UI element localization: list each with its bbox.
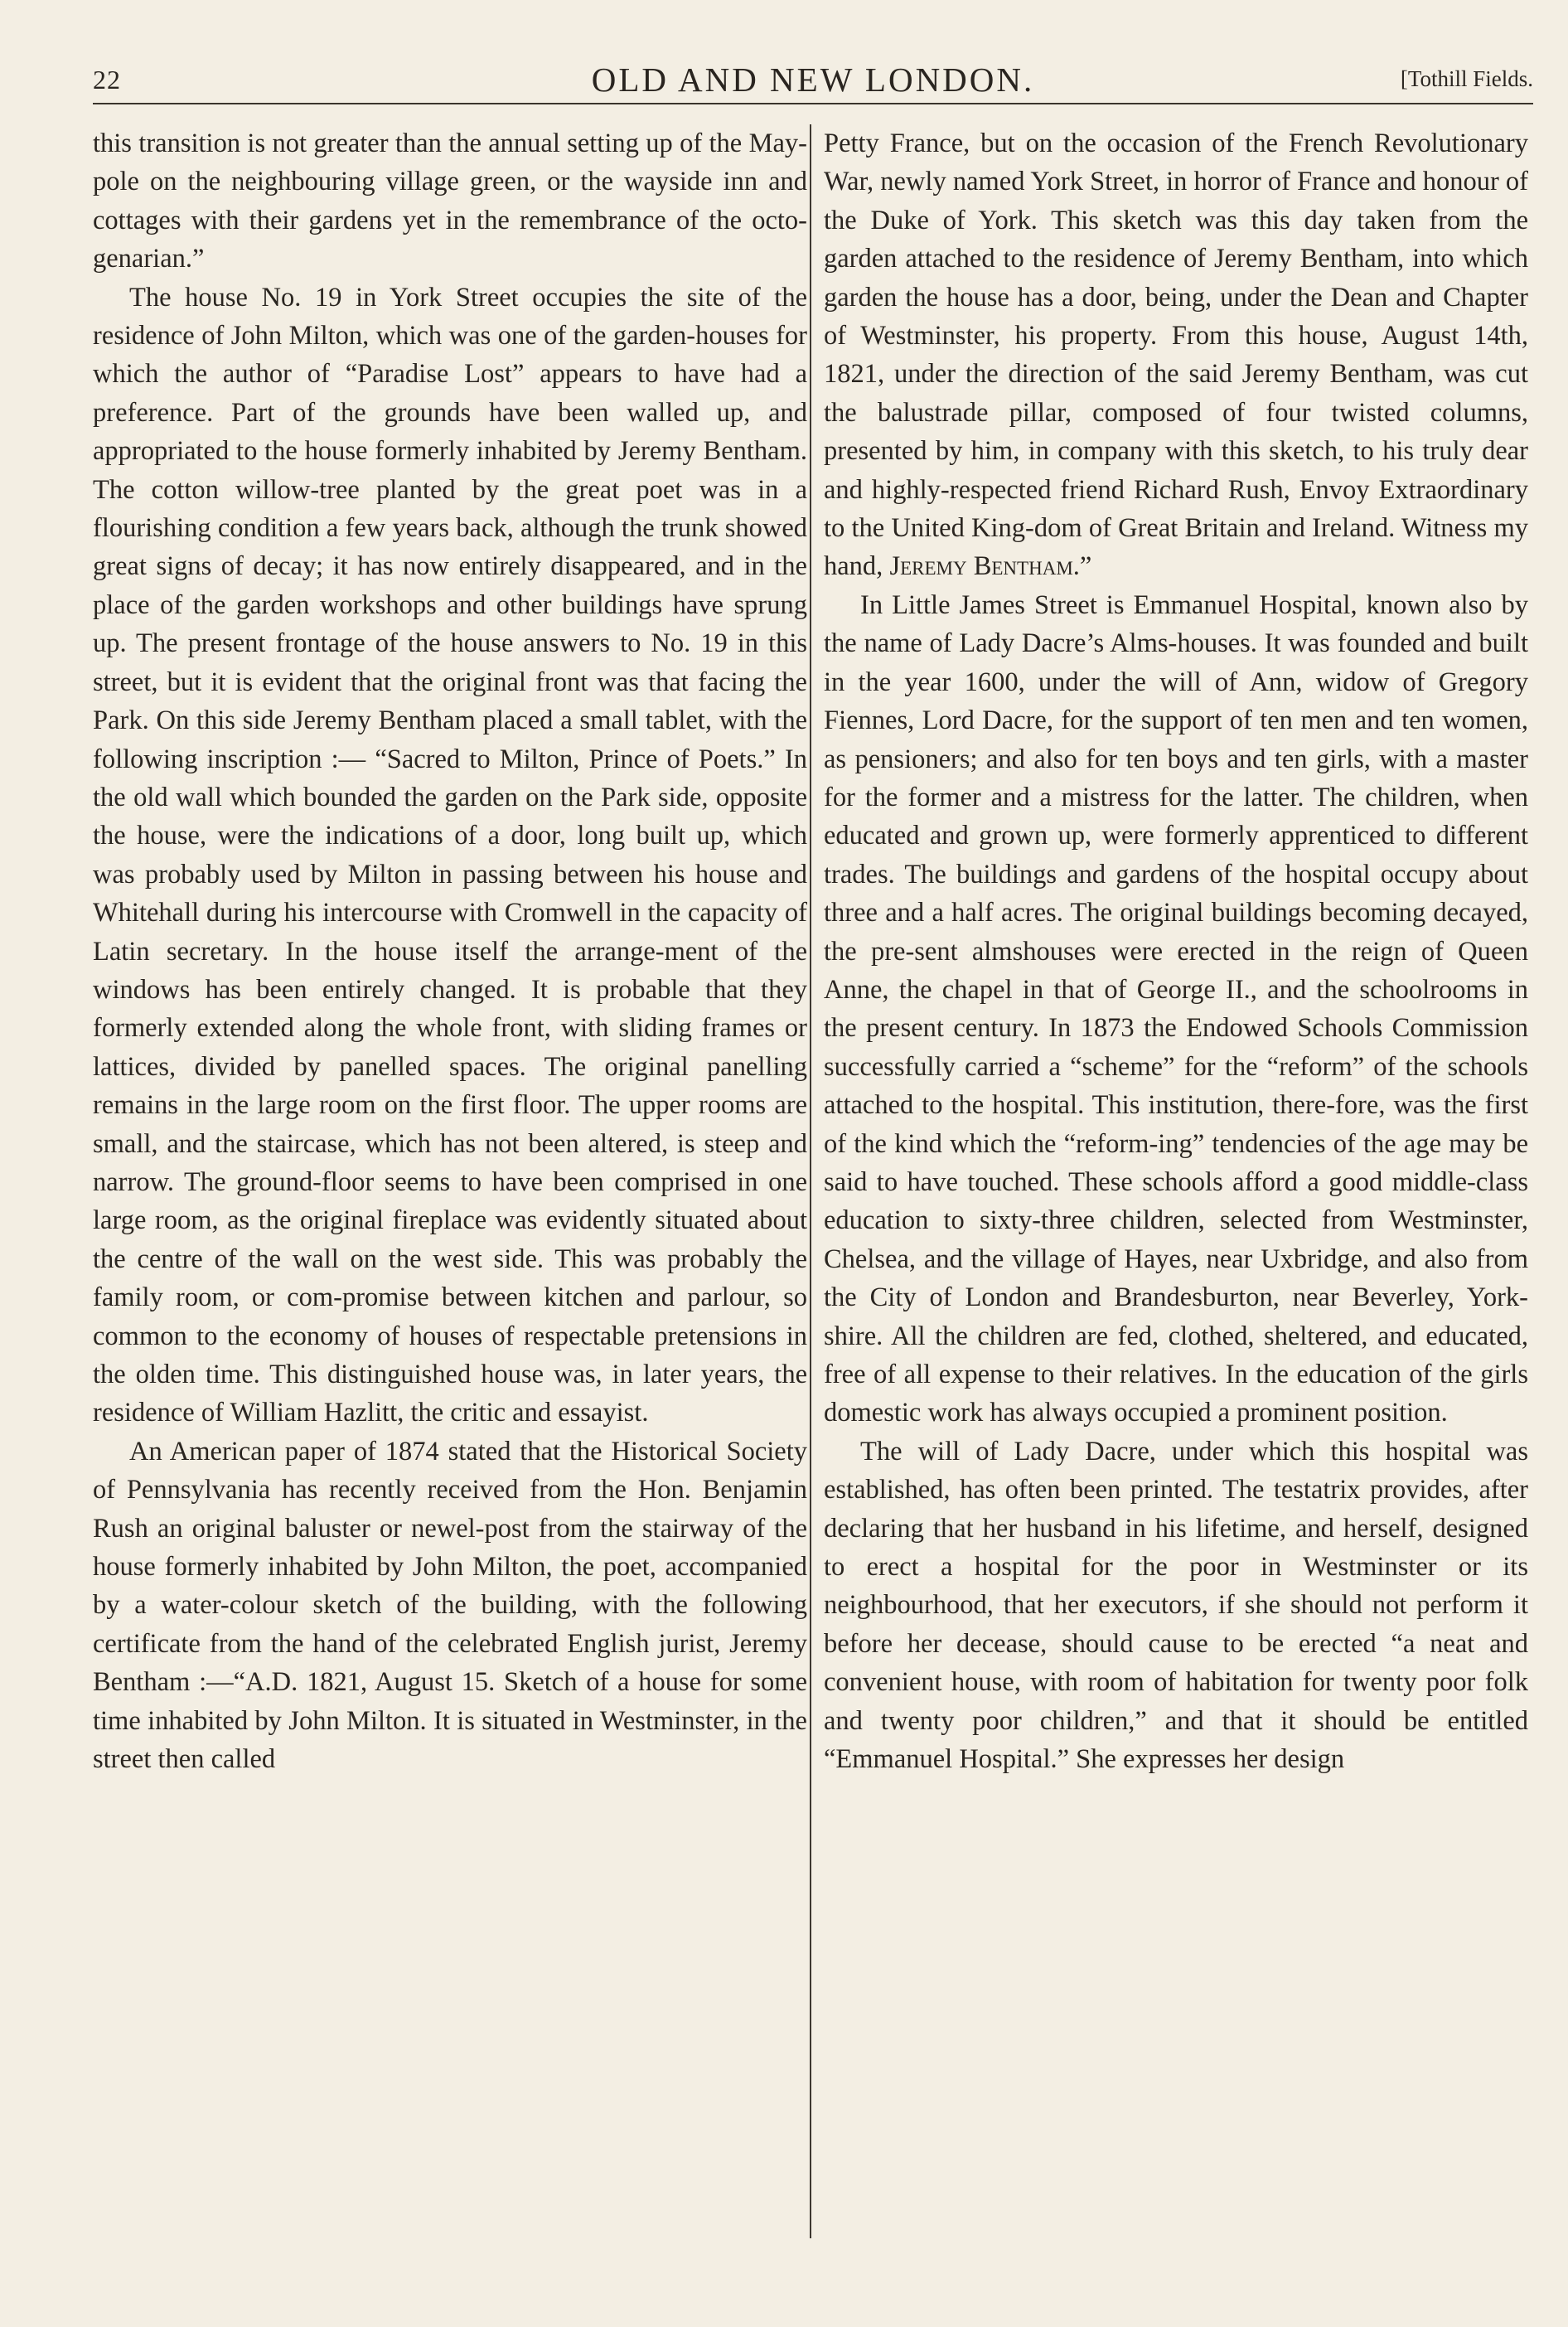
section-tag: [Tothill Fields. [1400,66,1533,91]
signature-name: Jeremy Bentham [889,551,1073,582]
certificate-end: .” [1072,551,1092,582]
paragraph-emmanuel-hospital: In Little James Street is Emmanuel Hospital, known also by the name of Lady Dacre’s Alms-houses. It was founded and built in the year 1600, under the will of Ann, widow of Gregory Fiennes, Lord Dacre, for the support of ten men and ten women, as pensioners; and also for ten boys and ten girls, with a master for the former and a mistress for the latter. The children, when educated and grown up, were formerly apprenticed to different trades. The buildings and gardens of the hospital occupy about three and a half acres. The original buildings becoming decayed, the pre-sent almshouses were erected in the reign of Queen Anne, the chapel in that of George II., and the schoolrooms in the present century. In 1873 the Endowed Schools Commission successfully carried a “scheme” for the “reform” of the schools attached to the hospital. This institution, there-fore, was the first of the kind which the “reform-ing” tendencies of the age may be said to have touched. These schools afford a good middle-class education to sixty-three children, selected from Westminster, Chelsea, and the village of Hayes, near Uxbridge, and also from the City of London and Brandesburton, near Beverley, York-shire. All the children are fed, clothed, sheltered, and educated, free of all expense to their relatives. In the education of the girls domestic work has always occupied a prominent position. [824,589,1528,1428]
right-column [824,124,1528,1778]
column-divider [810,124,811,2238]
paragraph-american-paper: An American paper of 1874 stated that the Historical Society of Pennsylvania has recently received from the Hon. Benjamin Rush an original baluster or newel-post from the stairway of the house formerly inhabited by John Milton, the poet, accompanied by a water-colour sketch of the building, with the following certificate from the hand of the celebrated English jurist, Jeremy Bentham :—“A.D. 1821, August 15. Sketch of a house for some time inhabited by John Milton. It is situated in Westminster, in the street then called [93,1436,807,1775]
running-title: OLD AND NEW LONDON. [591,61,1035,99]
page-number: 22 [93,65,121,95]
left-column [93,124,807,1778]
certificate-text: Petty France, but on the occasion of the French Revolutionary War, newly named York Street, in horror of France and honour of the Duke of York. This sketch was this day taken from the garden attached to the residence of Jeremy Bentham, into which garden the house has a door, being, under the Dean and Chapter of Westminster, his property. From this house, August 14th, 1821, under the direction of the said Jeremy Bentham, was cut the balustrade pillar, composed of four twisted columns, presented by him, in company with this sketch, to his truly dear and highly-respected friend Richard Rush, Envoy Extraordinary to the United King-dom of Great Britain and Ireland. Witness my hand, [824,128,1528,582]
paragraph-certificate-continued [824,124,1528,586]
paragraph-continued: this transition is not greater than the annual setting up of the May-pole on the neighbouring village green, or the wayside inn and cottages with their gardens yet in the remembrance of the octo-genarian.” [93,128,807,274]
paragraph-lady-dacre-will: The will of Lady Dacre, under which this hospital was established, has often been printed. The testatrix provides, after declaring that her husband in his lifetime, and herself, designed to erect a hospital for the poor in Westminster or its neighbourhood, that her executors, if she should not perform it before her decease, should cause to be erected “a neat and convenient house, with room of habitation for twenty poor folk and twenty poor children,” and that it should be entitled “Emmanuel Hospital.” She expresses her design [824,1436,1528,1775]
page-header [93,60,1533,101]
header-rule [93,103,1533,104]
paragraph-milton-house: The house No. 19 in York Street occupies the site of the residence of John Milton, which was one of the garden-houses for which the author of “Paradise Lost” appears to have had a preference. Part of the grounds have been walled up, and appropriated to the house formerly inhabited by Jeremy Bentham. The cotton willow-tree planted by the great poet was in a flourishing condition a few years back, although the trunk showed great signs of decay; it has now entirely disappeared, and in the place of the garden workshops and other buildings have sprung up. The present frontage of the house answers to No. 19 in this street, but it is evident that the original front was that facing the Park. On this side Jeremy Bentham placed a small tablet, with the following inscription :— “Sacred to Milton, Prince of Poets.” In the old wall which bounded the garden on the Park side, opposite the house, were the indications of a door, long built up, which was probably used by Milton in passing between his house and Whitehall during his intercourse with Cromwell in the capacity of Latin secretary. In the house itself the arrange-ment of the windows has been entirely changed. It is probable that they formerly extended along the whole front, with sliding frames or lattices, divided by panelled spaces. The original panelling remains in the large room on the first floor. The upper rooms are small, and the staircase, which has not been altered, is steep and narrow. The ground-floor seems to have been comprised in one large room, as the original fireplace was evidently situated about the centre of the wall on the west side. This was probably the family room, or com-promise between kitchen and parlour, so common to the economy of houses of respectable pretensions in the olden time. This distinguished house was, in later years, the residence of William Hazlitt, the critic and essayist. [93,282,807,1428]
